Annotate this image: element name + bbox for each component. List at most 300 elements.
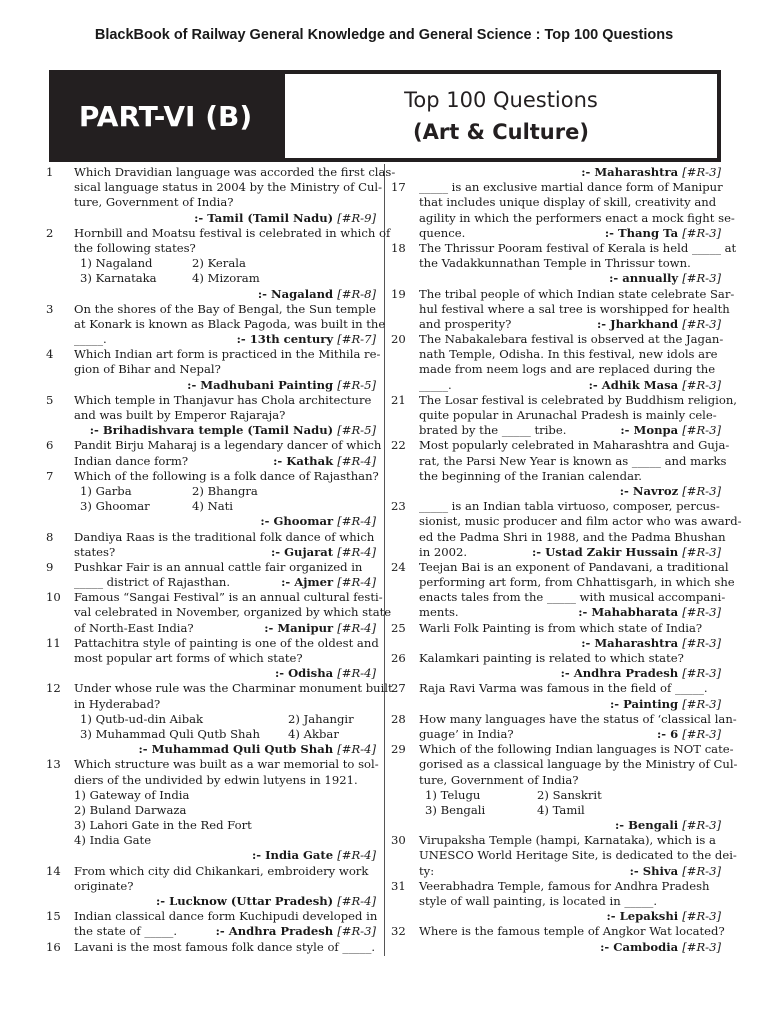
answer-text: :- Odisha xyxy=(274,666,334,681)
question-line xyxy=(391,559,729,575)
answer-line xyxy=(46,666,378,681)
answer-text: :- Lepakshi xyxy=(606,909,679,924)
question-line xyxy=(391,681,723,696)
right-column xyxy=(391,165,742,955)
question-text: Teejan Bai is an exponent of Pandavani, a traditional xyxy=(419,559,729,574)
question-line xyxy=(46,165,396,180)
answer-text: :- Monpa xyxy=(620,423,679,438)
answer-reference: [#R-3] xyxy=(682,909,721,924)
question-number: 20 xyxy=(391,332,406,347)
answer-text: :- Madhubani Painting xyxy=(187,377,334,392)
question-text: Pushkar Fair is an annual cattle fair organized in xyxy=(74,559,363,574)
question-text: the beginning of the Iranian calendar. xyxy=(419,468,642,483)
answer-reference: [#R-4] xyxy=(337,514,376,529)
question-text: Most popularly celebrated in Maharashtra and Guja- xyxy=(419,438,730,453)
option-item: 4) Akbar xyxy=(288,726,339,741)
answer-reference: [#R-9] xyxy=(337,210,376,225)
question-number: 29 xyxy=(391,742,406,757)
question-text: Warli Folk Painting is from which state of India? xyxy=(419,620,703,635)
question-line xyxy=(46,636,378,651)
answer-line xyxy=(46,378,378,393)
question-number: 26 xyxy=(391,651,406,665)
question-text: guage’ in India? xyxy=(419,726,514,741)
question-answer-line xyxy=(46,332,378,347)
question-text: Which temple in Thanjavur has Chola architecture xyxy=(74,392,372,407)
question-text: _____. xyxy=(74,332,107,347)
answer-line xyxy=(46,514,378,529)
answer-text: :- Manipur xyxy=(264,620,334,635)
question-line xyxy=(46,225,391,241)
question-number: 3 xyxy=(46,301,54,316)
question-number: 14 xyxy=(46,863,61,878)
answer-reference: [#R-3] xyxy=(682,696,721,711)
question-text: _____ district of Rajasthan. xyxy=(74,575,231,590)
question-answer-line xyxy=(391,727,723,742)
answer-text: :- 13th century xyxy=(236,332,334,347)
options-line xyxy=(46,256,378,271)
question-number: 27 xyxy=(391,681,406,696)
answer-text: :- annually xyxy=(609,271,679,286)
left-column xyxy=(46,165,396,955)
option-item: 2) Bhangra xyxy=(192,483,258,498)
question-line xyxy=(46,909,378,924)
question-text: _____. xyxy=(419,377,452,392)
answer-reference: [#R-3] xyxy=(682,377,721,392)
question-text: Kalamkari painting is related to which state? xyxy=(419,651,684,665)
question-line xyxy=(46,469,378,484)
question-line xyxy=(46,681,393,696)
answer-line xyxy=(391,636,723,651)
question-text: 2) Buland Darwaza xyxy=(74,802,187,817)
answer-reference: [#R-4] xyxy=(337,848,376,863)
question-answer-line xyxy=(391,864,723,879)
question-text: ed the Padma Shri in 1988, and the Padma Bhushan xyxy=(419,529,726,544)
question-number: 21 xyxy=(391,392,406,407)
question-number: 6 xyxy=(46,438,54,453)
question-text: Which of the following is a folk dance of Rajasthan? xyxy=(74,468,379,483)
answer-reference: [#R-8] xyxy=(337,286,376,301)
question-text-line xyxy=(46,879,378,894)
question-line xyxy=(391,286,735,302)
question-line xyxy=(46,940,378,955)
question-text: quence. xyxy=(419,225,466,240)
question-text: the state of _____. xyxy=(74,924,178,939)
answer-line xyxy=(391,697,723,712)
answer-text: :- Ustad Zakir Hussain xyxy=(532,544,679,559)
answer-text: :- Navroz xyxy=(619,483,679,498)
question-text: Pandit Birju Maharaj is a legendary dancer of which xyxy=(74,438,382,453)
question-text-line xyxy=(391,590,726,605)
question-number: 18 xyxy=(391,240,406,255)
question-line xyxy=(46,302,378,317)
question-text: that includes unique display of skill, creativity and xyxy=(419,195,717,210)
question-line xyxy=(391,499,723,514)
book-title: BlackBook of Railway General Knowledge and General Science : Top 100 Questions xyxy=(94,27,674,43)
answer-reference: [#R-3] xyxy=(682,818,721,833)
answer-line xyxy=(391,940,723,955)
question-line xyxy=(46,560,378,575)
answer-line xyxy=(46,423,378,438)
question-line xyxy=(391,180,723,195)
question-text: Virupaksha Temple (hampi, Karnataka), which is a xyxy=(419,833,716,848)
question-line xyxy=(391,833,723,848)
question-text: Veerabhadra Temple, famous for Andhra Pradesh xyxy=(419,878,710,893)
question-text: made from neem logs and are replaced during the xyxy=(419,362,716,377)
option-item: 1) Nagaland xyxy=(80,256,153,271)
question-text-line xyxy=(46,803,378,818)
options-line xyxy=(46,271,378,286)
question-number: 16 xyxy=(46,939,61,954)
question-text-line xyxy=(46,316,386,332)
answer-text: :- Brihadishvara temple (Tamil Nadu) xyxy=(89,423,334,438)
question-text: Where is the famous temple of Angkor Wat located? xyxy=(419,924,725,939)
question-text: Which Dravidian language was accorded the first clas- xyxy=(74,165,396,179)
question-text: The Losar festival is celebrated by Buddhism religion, xyxy=(419,392,737,407)
question-text: enacts tales from the _____ with musical accompani- xyxy=(419,590,726,605)
question-text-line xyxy=(46,605,392,620)
question-number: 12 xyxy=(46,681,61,696)
answer-reference: [#R-3] xyxy=(682,225,721,240)
question-number: 32 xyxy=(391,924,406,939)
question-line xyxy=(391,711,737,727)
question-text: Lavani is the most famous folk dance style of _____. xyxy=(74,939,376,954)
answer-reference: [#R-4] xyxy=(337,544,376,559)
question-text: gorised as a classical language by the Ministry of Cul- xyxy=(419,757,738,772)
option-item: 2) Sanskrit xyxy=(537,787,602,802)
options-line xyxy=(46,712,378,727)
part-label: PART-VI (B) xyxy=(78,99,253,133)
question-text: sical language status in 2004 by the Ministry of Cul- xyxy=(74,180,383,195)
answer-line xyxy=(391,165,723,180)
question-text: Under whose rule was the Charminar monument built xyxy=(74,681,393,696)
option-item: 1) Qutb-ud-din Aibak xyxy=(80,711,204,726)
option-item: 4) Mizoram xyxy=(192,271,260,286)
question-number: 1 xyxy=(46,165,54,179)
question-text: ture, Government of India? xyxy=(419,772,579,787)
question-text: Raja Ravi Varma was famous in the field of _____. xyxy=(419,681,708,696)
question-text-line xyxy=(46,651,378,666)
answer-line xyxy=(46,742,378,757)
question-text-line xyxy=(46,408,378,423)
question-text: hul festival where a sal tree is worshipped for health xyxy=(419,301,730,316)
question-text-line xyxy=(391,362,723,377)
answer-text: :- Adhik Masa xyxy=(588,377,679,392)
question-answer-line xyxy=(46,575,378,590)
option-item: 3) Ghoomar xyxy=(80,499,150,514)
answer-reference: [#R-3] xyxy=(337,924,376,939)
question-line xyxy=(46,438,382,453)
question-text-line xyxy=(391,894,723,909)
answer-reference: [#R-4] xyxy=(337,620,376,635)
question-text: nath Temple, Odisha. In this festival, new idols are xyxy=(419,347,718,362)
question-text: in 2002. xyxy=(419,544,468,559)
answer-reference: [#R-3] xyxy=(682,863,721,878)
answer-reference: [#R-3] xyxy=(682,544,721,559)
answer-text: :- Ghoomar xyxy=(260,514,334,529)
question-text: the Vadakkunnathan Temple in Thrissur town. xyxy=(419,256,691,271)
question-answer-line xyxy=(391,545,723,560)
answer-text: :- Painting xyxy=(609,696,679,711)
question-number: 9 xyxy=(46,559,54,574)
question-line xyxy=(391,332,723,347)
question-text: ture, Government of India? xyxy=(74,195,234,210)
question-number: 17 xyxy=(391,180,406,195)
answer-reference: [#R-4] xyxy=(337,742,376,757)
question-text: Dandiya Raas is the traditional folk dance of which xyxy=(74,529,375,544)
question-line xyxy=(391,742,734,757)
question-text-line xyxy=(391,848,737,863)
options-line xyxy=(391,803,723,818)
answer-reference: [#R-3] xyxy=(682,666,721,681)
question-text: diers of the undivided by edwin lutyens in 1921. xyxy=(74,772,358,787)
question-text: On the shores of the Bay of Bengal, the Sun temple xyxy=(74,301,377,316)
answer-text: :- Cambodia xyxy=(600,939,679,954)
question-text-line xyxy=(391,210,735,226)
option-item: 2) Kerala xyxy=(192,256,246,271)
question-text-line xyxy=(46,697,378,712)
question-text: The Thrissur Pooram festival of Kerala is held _____ at xyxy=(419,240,737,255)
answer-text: :- Tamil (Tamil Nadu) xyxy=(194,210,334,225)
question-text: 1) Gateway of India xyxy=(74,787,190,802)
question-line xyxy=(391,651,723,666)
question-text: in Hyderabad? xyxy=(74,696,161,711)
question-number: 23 xyxy=(391,499,406,514)
question-text-line xyxy=(391,301,730,317)
question-number: 28 xyxy=(391,711,406,726)
question-text: 3) Lahori Gate in the Red Fort xyxy=(74,818,252,833)
question-text: and was built by Emperor Rajaraja? xyxy=(74,408,286,422)
options-line xyxy=(46,499,378,514)
answer-text: :- Maharashtra xyxy=(581,635,679,650)
question-text-line xyxy=(391,347,723,362)
question-text: states? xyxy=(74,544,116,559)
answer-reference: [#R-3] xyxy=(682,483,721,498)
question-line xyxy=(391,924,723,939)
question-line xyxy=(46,590,383,605)
option-item: 3) Muhammad Quli Qutb Shah xyxy=(80,726,260,741)
question-text: of North-East India? xyxy=(74,620,194,635)
answer-reference: [#R-4] xyxy=(337,666,376,681)
question-text-line xyxy=(391,529,726,545)
option-item: 1) Garba xyxy=(80,483,132,498)
question-number: 25 xyxy=(391,620,406,635)
question-number: 8 xyxy=(46,529,54,544)
part-banner xyxy=(49,70,721,162)
question-line xyxy=(46,393,378,408)
column-divider xyxy=(384,164,385,956)
question-text: val celebrated in November, organized by which state xyxy=(74,605,392,620)
answer-reference: [#R-4] xyxy=(337,894,376,908)
question-answer-line xyxy=(391,317,723,332)
answer-text: :- 6 xyxy=(656,726,679,741)
question-text: sionist, music producer and film actor who was award- xyxy=(419,514,742,529)
question-number: 2 xyxy=(46,225,54,240)
question-answer-line xyxy=(391,226,723,241)
answer-reference: [#R-3] xyxy=(682,939,721,954)
question-number: 5 xyxy=(46,392,54,407)
answer-text: :- Andhra Pradesh xyxy=(215,924,334,939)
question-number: 15 xyxy=(46,909,61,924)
question-number: 31 xyxy=(391,878,406,893)
answer-text: :- Bengali xyxy=(614,818,679,833)
question-text: and prosperity? xyxy=(419,316,512,331)
answer-reference: [#R-5] xyxy=(337,377,376,392)
question-text-line xyxy=(391,575,735,590)
question-text: From which city did Chikankari, embroidery work xyxy=(74,863,369,878)
question-text-line xyxy=(46,362,378,377)
question-text: style of wall painting, is located in _____. xyxy=(419,894,658,908)
question-line xyxy=(46,530,378,545)
answer-reference: [#R-3] xyxy=(682,271,721,286)
question-number: 13 xyxy=(46,757,61,772)
answer-line xyxy=(391,666,723,681)
question-text-line xyxy=(46,195,378,210)
answer-text: :- Lucknow (Uttar Pradesh) xyxy=(155,894,334,908)
question-number: 10 xyxy=(46,590,61,605)
question-text-line xyxy=(46,833,378,848)
question-text: the following states? xyxy=(74,240,196,255)
options-line xyxy=(46,484,378,499)
question-text-line xyxy=(391,195,723,210)
question-text: ty: xyxy=(419,863,435,878)
question-number: 7 xyxy=(46,468,54,483)
banner-subtitle: Top 100 Questions xyxy=(404,88,598,112)
question-text: ments. xyxy=(419,605,459,620)
question-text: How many languages have the status of ‘classical lan- xyxy=(419,711,737,726)
question-text-line xyxy=(391,469,723,484)
question-number: 11 xyxy=(46,635,61,650)
answer-reference: [#R-7] xyxy=(337,332,376,347)
answer-line xyxy=(46,287,378,302)
question-text: Pattachitra style of painting is one of the oldest and xyxy=(74,635,379,650)
question-text: _____ is an Indian tabla virtuoso, composer, percus- xyxy=(419,499,720,514)
question-text: most popular art forms of which state? xyxy=(74,651,303,665)
option-item: 3) Karnataka xyxy=(80,271,157,286)
question-text: rat, the Parsi New Year is known as _____ and marks xyxy=(419,453,727,468)
question-number: 24 xyxy=(391,559,406,574)
answer-text: :- Muhammad Quli Qutb Shah xyxy=(138,742,334,757)
question-text: gion of Bihar and Nepal? xyxy=(74,362,221,377)
answer-text: :- Gujarat xyxy=(271,544,334,559)
question-line xyxy=(46,347,381,362)
question-line xyxy=(391,621,723,636)
answer-line xyxy=(391,818,723,833)
question-text-line xyxy=(46,818,378,833)
question-text-line xyxy=(46,773,378,788)
question-text-line xyxy=(46,241,378,256)
question-number: 19 xyxy=(391,286,406,301)
question-text-line xyxy=(391,773,723,788)
answer-text: :- Kathak xyxy=(273,453,334,468)
question-answer-line xyxy=(391,605,723,620)
answer-reference: [#R-3] xyxy=(682,726,721,741)
answer-text: :- Shiva xyxy=(629,863,679,878)
question-text: originate? xyxy=(74,878,134,893)
answer-text: :- Thang Ta xyxy=(604,225,679,240)
option-item: 2) Jahangir xyxy=(288,711,354,726)
question-line xyxy=(391,240,737,256)
question-text-line xyxy=(46,180,383,195)
question-answer-line xyxy=(46,545,378,560)
options-line xyxy=(46,727,378,742)
answer-reference: [#R-4] xyxy=(337,453,376,468)
question-line xyxy=(391,392,737,408)
answer-line xyxy=(46,211,378,226)
answer-text: :- Jharkhand xyxy=(596,316,679,331)
answer-line xyxy=(391,271,723,286)
question-answer-line xyxy=(46,924,378,939)
option-item: 4) Nati xyxy=(192,499,234,514)
options-line xyxy=(391,788,723,803)
question-text: Which Indian art form is practiced in the Mithila re- xyxy=(74,347,381,362)
answer-text: :- Ajmer xyxy=(281,575,334,590)
answer-line xyxy=(46,894,378,909)
question-answer-line xyxy=(391,423,723,438)
question-number: 22 xyxy=(391,438,406,453)
question-text-line xyxy=(391,453,727,469)
question-text: Which structure was built as a war memorial to sol- xyxy=(74,757,379,772)
question-text: _____ is an exclusive martial dance form of Manipur xyxy=(419,180,723,195)
question-text: agility in which the performers enact a mock fight se- xyxy=(419,210,735,225)
option-item: 4) Tamil xyxy=(537,802,585,817)
answer-text: :- Mahabharata xyxy=(578,605,679,620)
question-line xyxy=(46,757,378,772)
question-text: Famous “Sangai Festival” is an annual cultural festi- xyxy=(74,590,383,605)
question-answer-line xyxy=(46,621,378,636)
question-line xyxy=(391,879,723,894)
answer-line xyxy=(391,909,723,924)
question-text: The tribal people of which Indian state celebrate Sar- xyxy=(419,286,735,301)
banner-title-box xyxy=(285,74,717,158)
answer-line xyxy=(46,848,378,863)
answer-inline xyxy=(391,864,723,879)
answer-reference: [#R-3] xyxy=(682,316,721,331)
answer-line xyxy=(391,484,723,499)
question-text-line xyxy=(391,757,738,772)
question-line xyxy=(391,438,730,453)
question-answer-line xyxy=(46,454,378,469)
question-text: Hornbill and Moatsu festival is celebrated in which of xyxy=(74,225,391,240)
question-text: The Nabakalebara festival is observed at the Jagan- xyxy=(419,332,724,347)
question-text: 4) India Gate xyxy=(74,833,152,848)
banner-topic: (Art & Culture) xyxy=(413,120,589,144)
answer-reference: [#R-3] xyxy=(682,423,721,438)
question-text: brated by the _____ tribe. xyxy=(419,423,567,438)
question-text-line xyxy=(391,256,723,271)
question-text: Which of the following Indian languages is NOT cate- xyxy=(419,742,734,757)
question-text: Indian classical dance form Kuchipudi developed in xyxy=(74,909,378,924)
question-text: performing art form, from Chhattisgarh, in which she xyxy=(419,575,735,590)
question-number: 30 xyxy=(391,833,406,848)
answer-text: :- Andhra Pradesh xyxy=(560,666,679,681)
question-text-line xyxy=(46,788,378,803)
question-text-line xyxy=(391,514,742,529)
question-text-line xyxy=(391,408,723,423)
question-text: UNESCO World Heritage Site, is dedicated to the dei- xyxy=(419,848,737,863)
option-item: 1) Telugu xyxy=(425,787,481,802)
question-number: 4 xyxy=(46,347,54,362)
answer-reference: [#R-3] xyxy=(682,165,721,179)
question-text: at Konark is known as Black Pagoda, was built in the xyxy=(74,316,386,331)
answer-text: :- India Gate xyxy=(251,848,334,863)
answer-text: :- Maharashtra xyxy=(581,165,679,179)
answer-reference: [#R-4] xyxy=(337,575,376,590)
question-answer-line xyxy=(391,378,723,393)
question-text: Indian dance form? xyxy=(74,453,189,468)
question-text: quite popular in Arunachal Pradesh is mainly cele- xyxy=(419,408,717,422)
answer-reference: [#R-3] xyxy=(682,605,721,620)
answer-reference: [#R-3] xyxy=(682,635,721,650)
